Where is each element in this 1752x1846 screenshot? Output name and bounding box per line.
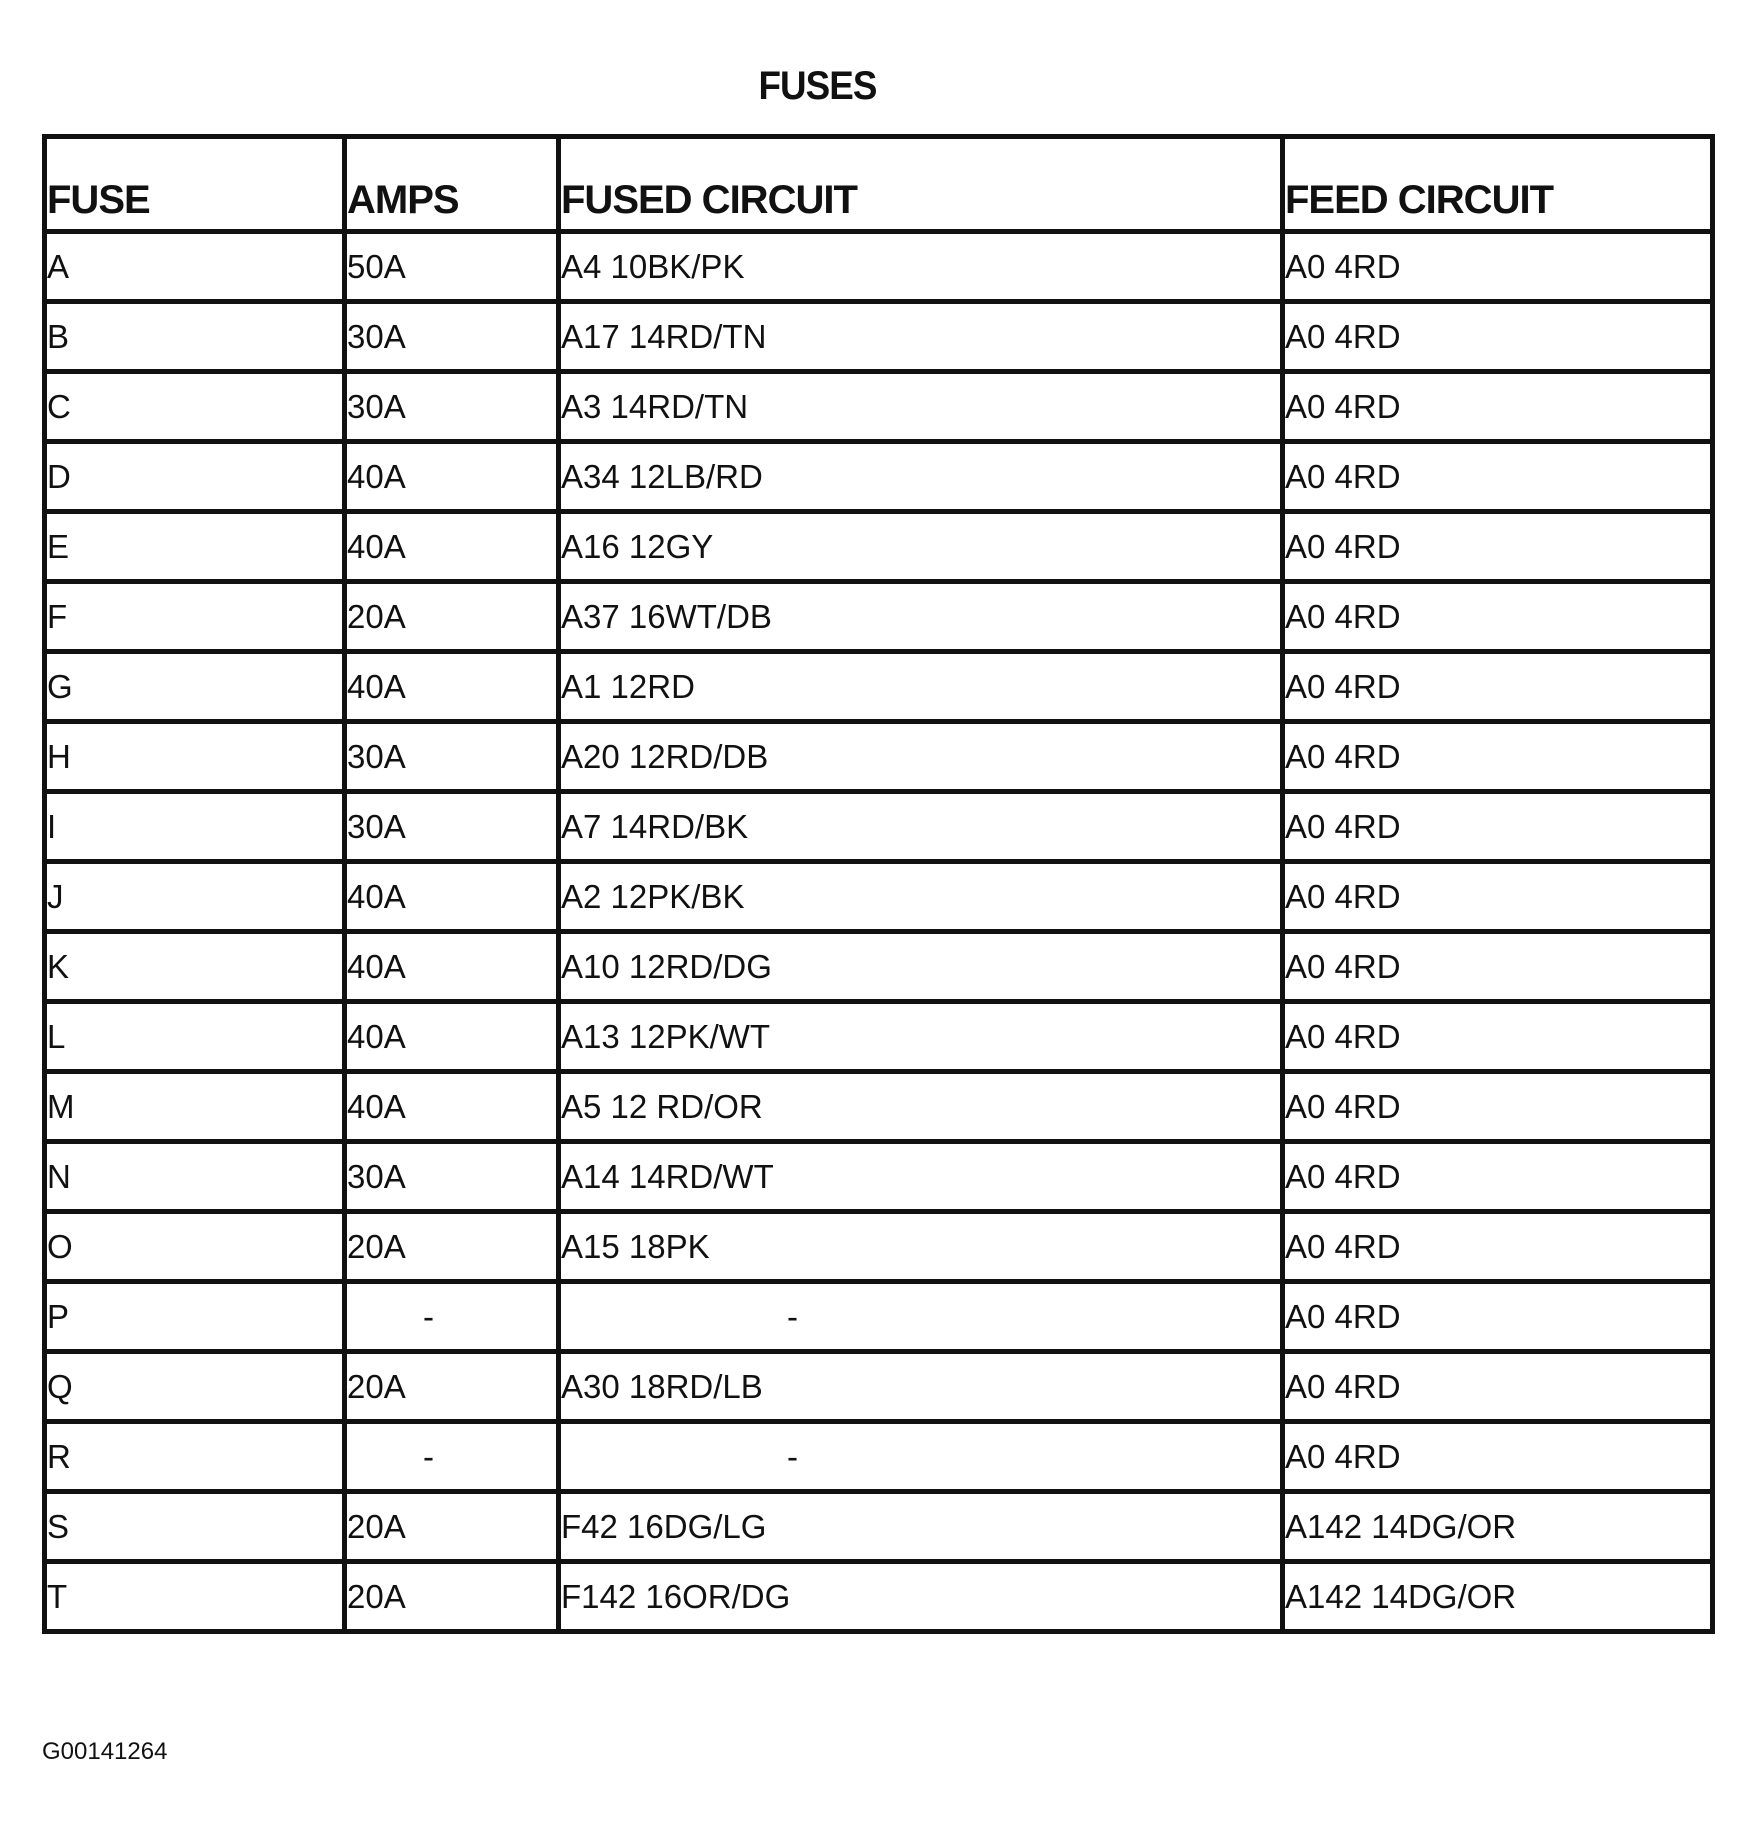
cell-fused-circuit: A4 10BK/PK: [559, 232, 1283, 302]
table-row: [45, 582, 1713, 652]
cell-fused-circuit: A1 12RD: [559, 652, 1283, 722]
table-row: [45, 1282, 1713, 1352]
cell-amps: 40A: [345, 1002, 559, 1072]
cell-feed-circuit: A0 4RD: [1283, 792, 1713, 862]
cell-fuse: A: [45, 232, 345, 302]
cell-fused-circuit: -: [559, 1282, 1283, 1352]
cell-fused-circuit: -: [559, 1422, 1283, 1492]
cell-amps: 20A: [345, 1492, 559, 1562]
cell-fuse: E: [45, 512, 345, 582]
cell-fuse: J: [45, 862, 345, 932]
cell-feed-circuit: A0 4RD: [1283, 372, 1713, 442]
cell-feed-circuit: A0 4RD: [1283, 1072, 1713, 1142]
cell-fused-circuit: A14 14RD/WT: [559, 1142, 1283, 1212]
cell-amps: 40A: [345, 862, 559, 932]
cell-feed-circuit: A0 4RD: [1283, 582, 1713, 652]
cell-feed-circuit: A0 4RD: [1283, 1142, 1713, 1212]
cell-fuse: Q: [45, 1352, 345, 1422]
cell-fused-circuit: F142 16OR/DG: [559, 1562, 1283, 1632]
cell-amps: 30A: [345, 1142, 559, 1212]
cell-amps: 30A: [345, 792, 559, 862]
cell-fuse: M: [45, 1072, 345, 1142]
cell-fuse: B: [45, 302, 345, 372]
cell-fused-circuit: A5 12 RD/OR: [559, 1072, 1283, 1142]
header-fuse: FUSE: [45, 137, 345, 232]
cell-feed-circuit: A0 4RD: [1283, 1422, 1713, 1492]
cell-feed-circuit: A0 4RD: [1283, 1002, 1713, 1072]
cell-feed-circuit: A0 4RD: [1283, 1212, 1713, 1282]
cell-fuse: I: [45, 792, 345, 862]
cell-amps: 20A: [345, 1352, 559, 1422]
cell-amps: 30A: [345, 372, 559, 442]
table-row: [45, 792, 1713, 862]
table-row: [45, 652, 1713, 722]
fuse-rows: [45, 232, 1713, 1632]
cell-feed-circuit: A0 4RD: [1283, 932, 1713, 1002]
cell-fuse: S: [45, 1492, 345, 1562]
table-row: [45, 302, 1713, 372]
cell-amps: 40A: [345, 652, 559, 722]
cell-fuse: N: [45, 1142, 345, 1212]
cell-fuse: P: [45, 1282, 345, 1352]
table-row: [45, 722, 1713, 792]
cell-fused-circuit: A10 12RD/DG: [559, 932, 1283, 1002]
cell-feed-circuit: A0 4RD: [1283, 512, 1713, 582]
table-row: [45, 232, 1713, 302]
cell-fuse: C: [45, 372, 345, 442]
cell-feed-circuit: A0 4RD: [1283, 1352, 1713, 1422]
cell-amps: 40A: [345, 442, 559, 512]
cell-fuse: D: [45, 442, 345, 512]
table-row: [45, 1002, 1713, 1072]
cell-amps: -: [345, 1282, 559, 1352]
cell-fused-circuit: A3 14RD/TN: [559, 372, 1283, 442]
cell-fused-circuit: A30 18RD/LB: [559, 1352, 1283, 1422]
table-row: [45, 512, 1713, 582]
table-row: [45, 1352, 1713, 1422]
cell-fuse: F: [45, 582, 345, 652]
cell-fused-circuit: F42 16DG/LG: [559, 1492, 1283, 1562]
table-header-row: [45, 137, 1713, 232]
cell-fused-circuit: A16 12GY: [559, 512, 1283, 582]
cell-fused-circuit: A15 18PK: [559, 1212, 1283, 1282]
table-row: [45, 1562, 1713, 1632]
cell-amps: 40A: [345, 1072, 559, 1142]
cell-feed-circuit: A0 4RD: [1283, 862, 1713, 932]
cell-fused-circuit: A37 16WT/DB: [559, 582, 1283, 652]
cell-feed-circuit: A0 4RD: [1283, 1282, 1713, 1352]
table-row: [45, 1072, 1713, 1142]
cell-fused-circuit: A17 14RD/TN: [559, 302, 1283, 372]
cell-feed-circuit: A0 4RD: [1283, 722, 1713, 792]
table-row: [45, 932, 1713, 1002]
cell-feed-circuit: A142 14DG/OR: [1283, 1562, 1713, 1632]
table-row: [45, 372, 1713, 442]
cell-fuse: T: [45, 1562, 345, 1632]
table-row: [45, 1492, 1713, 1562]
cell-feed-circuit: A0 4RD: [1283, 302, 1713, 372]
cell-feed-circuit: A0 4RD: [1283, 232, 1713, 302]
cell-amps: 30A: [345, 302, 559, 372]
cell-feed-circuit: A0 4RD: [1283, 652, 1713, 722]
page-title: FUSES: [758, 64, 877, 108]
cell-fused-circuit: A7 14RD/BK: [559, 792, 1283, 862]
header-fused-circuit: FUSED CIRCUIT: [559, 137, 1283, 232]
cell-feed-circuit: A142 14DG/OR: [1283, 1492, 1713, 1562]
cell-fused-circuit: A13 12PK/WT: [559, 1002, 1283, 1072]
cell-amps: 40A: [345, 932, 559, 1002]
table-row: [45, 862, 1713, 932]
cell-fuse: R: [45, 1422, 345, 1492]
cell-fused-circuit: A34 12LB/RD: [559, 442, 1283, 512]
table-row: [45, 1142, 1713, 1212]
cell-fused-circuit: A2 12PK/BK: [559, 862, 1283, 932]
header-amps: AMPS: [345, 137, 559, 232]
cell-feed-circuit: A0 4RD: [1283, 442, 1713, 512]
cell-fuse: O: [45, 1212, 345, 1282]
fuse-table: [42, 134, 1715, 1634]
cell-amps: 50A: [345, 232, 559, 302]
header-feed-circuit: FEED CIRCUIT: [1283, 137, 1713, 232]
cell-amps: 20A: [345, 582, 559, 652]
table-row: [45, 442, 1713, 512]
cell-amps: 30A: [345, 722, 559, 792]
cell-amps: 20A: [345, 1212, 559, 1282]
cell-fuse: G: [45, 652, 345, 722]
figure-id: G00141264: [42, 1738, 168, 1765]
cell-fuse: K: [45, 932, 345, 1002]
table-row: [45, 1212, 1713, 1282]
cell-amps: 40A: [345, 512, 559, 582]
cell-fuse: H: [45, 722, 345, 792]
cell-fused-circuit: A20 12RD/DB: [559, 722, 1283, 792]
cell-amps: -: [345, 1422, 559, 1492]
table-row: [45, 1422, 1713, 1492]
cell-fuse: L: [45, 1002, 345, 1072]
cell-amps: 20A: [345, 1562, 559, 1632]
